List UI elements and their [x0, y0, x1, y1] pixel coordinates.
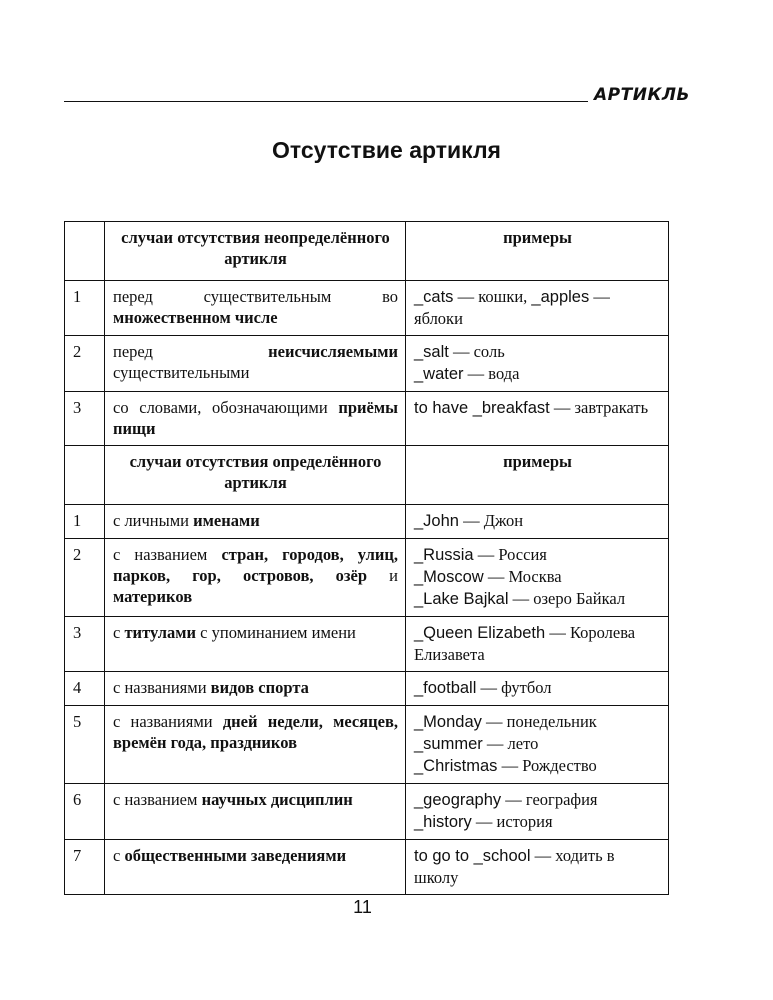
english-term: _Moscow — [414, 568, 484, 586]
section2-header-row — [65, 446, 669, 505]
rule-cell — [105, 539, 406, 617]
examples-cell — [406, 706, 669, 784]
text-run: — озеро Байкал — [508, 589, 626, 608]
english-term: to have _breakfast — [414, 399, 550, 417]
row-number: 4 — [65, 672, 105, 706]
examples-cell — [406, 840, 669, 895]
examples-cell — [406, 392, 669, 446]
text-run: — лето — [482, 734, 539, 753]
table-row — [65, 840, 669, 895]
rule-cell — [105, 336, 406, 392]
text-run: — география — [501, 790, 598, 809]
example-line — [414, 711, 661, 733]
text-run: существительными — [113, 363, 250, 382]
bold-term: титулами — [124, 623, 197, 642]
text-run: с — [113, 623, 125, 642]
section2-examples-header: примеры — [406, 446, 669, 505]
header-blank-cell — [65, 446, 105, 505]
english-term: _salt — [414, 343, 449, 361]
english-term: _water — [414, 365, 464, 383]
rule-cell — [105, 672, 406, 706]
examples-cell — [406, 617, 669, 672]
article-table — [64, 221, 669, 895]
text-run: с упоминанием имени — [196, 623, 356, 642]
bold-term: стран, городов, улиц, парков, гор, островов, озёр — [113, 545, 398, 585]
rule-cell — [105, 617, 406, 672]
row-number: 1 — [65, 281, 105, 336]
text-run: — соль — [448, 342, 505, 361]
example-line — [414, 341, 661, 363]
row-number: 3 — [65, 392, 105, 446]
example-line — [414, 544, 661, 566]
bold-term: материков — [113, 587, 193, 606]
rule-cell — [105, 281, 406, 336]
bold-term: видов спорта — [210, 678, 309, 697]
text-run: — вода — [463, 364, 520, 383]
english-term: to go to _school — [414, 847, 531, 865]
english-term: _Lake Bajkal — [414, 590, 509, 608]
text-run: перед — [113, 342, 269, 361]
examples-cell — [406, 336, 669, 392]
table-row — [65, 392, 669, 446]
rule-cell — [105, 706, 406, 784]
text-run: — яблоки — [414, 287, 610, 328]
row-number: 2 — [65, 539, 105, 617]
row-number: 7 — [65, 840, 105, 895]
english-term: _cats — [414, 288, 454, 306]
rule-cell — [105, 840, 406, 895]
examples-cell — [406, 672, 669, 706]
article-table-body — [65, 222, 669, 895]
example-line — [414, 789, 661, 811]
section1-examples-header: примеры — [406, 222, 669, 281]
text-run: с — [113, 846, 125, 865]
text-run: с названиями — [113, 712, 223, 731]
examples-cell — [406, 281, 669, 336]
rule-cell — [105, 392, 406, 446]
english-term: _Russia — [414, 546, 474, 564]
example-line — [414, 755, 661, 777]
table-row — [65, 784, 669, 840]
text-run: — история — [471, 812, 553, 831]
table-row — [65, 336, 669, 392]
text-run: — футбол — [476, 678, 552, 697]
table-row — [65, 706, 669, 784]
table-row — [65, 539, 669, 617]
english-term: _Queen Elizabeth — [414, 624, 546, 642]
page-number: 11 — [353, 897, 372, 917]
page-title: Отсутствие артикля — [272, 137, 501, 163]
example-line — [414, 397, 661, 419]
text-run: — Королева Елизавета — [414, 623, 636, 664]
text-run: со словами, обозначающими — [113, 398, 339, 417]
english-term: _Christmas — [414, 757, 498, 775]
row-number: 5 — [65, 706, 105, 784]
example-line — [414, 733, 661, 755]
english-term: _football — [414, 679, 477, 697]
table-row — [65, 672, 669, 706]
running-header: АРТИКЛЬ — [594, 85, 690, 105]
table-row — [65, 281, 669, 336]
examples-cell — [406, 505, 669, 539]
bold-term: дней недели, месяцев, времён года, праздников — [113, 712, 398, 752]
row-number: 6 — [65, 784, 105, 840]
text-run: с личными — [113, 511, 194, 530]
text-run: и — [367, 566, 398, 585]
text-run: — Рождество — [497, 756, 597, 775]
bold-term: научных дисциплин — [201, 790, 353, 809]
text-run: — кошки, — [453, 287, 532, 306]
row-number: 3 — [65, 617, 105, 672]
header-rule — [64, 101, 588, 102]
english-term: _apples — [531, 288, 590, 306]
text-run: с названием — [113, 545, 222, 564]
text-run: — понедельник — [481, 712, 597, 731]
example-line — [414, 363, 661, 385]
english-term: _geography — [414, 791, 502, 809]
examples-cell — [406, 539, 669, 617]
text-run: — Москва — [483, 567, 562, 586]
example-line — [414, 811, 661, 833]
english-term: _Monday — [414, 713, 482, 731]
text-run: с названиями — [113, 678, 211, 697]
rule-cell — [105, 505, 406, 539]
text-run: перед существительным во — [113, 287, 398, 306]
bold-term: множественном числе — [113, 308, 278, 327]
example-line — [414, 677, 661, 699]
english-term: _history — [414, 813, 472, 831]
text-run: с названием — [113, 790, 202, 809]
text-run: — Джон — [458, 511, 524, 530]
examples-cell — [406, 784, 669, 840]
english-term: _John — [414, 512, 459, 530]
table-row — [65, 617, 669, 672]
section1-rule-header: случаи отсутствия неопределённого артикля — [105, 222, 406, 281]
example-line — [414, 566, 661, 588]
text-run: — завтракать — [549, 398, 649, 417]
bold-term: общественными заведениями — [124, 846, 347, 865]
rule-cell — [105, 784, 406, 840]
text-run: — ходить в школу — [414, 846, 615, 887]
bold-term: именами — [193, 511, 260, 530]
row-number: 1 — [65, 505, 105, 539]
bold-term: приёмы пищи — [113, 398, 398, 438]
section2-rule-header: случаи отсутствия определённого артикля — [105, 446, 406, 505]
header-blank-cell — [65, 222, 105, 281]
example-line — [414, 286, 661, 329]
text-run: — Россия — [473, 545, 547, 564]
example-line — [414, 588, 661, 610]
bold-term: неисчисляемыми — [268, 342, 398, 361]
section1-header-row — [65, 222, 669, 281]
example-line — [414, 510, 661, 532]
english-term: _summer — [414, 735, 483, 753]
row-number: 2 — [65, 336, 105, 392]
table-row — [65, 505, 669, 539]
example-line — [414, 845, 661, 888]
example-line — [414, 622, 661, 665]
